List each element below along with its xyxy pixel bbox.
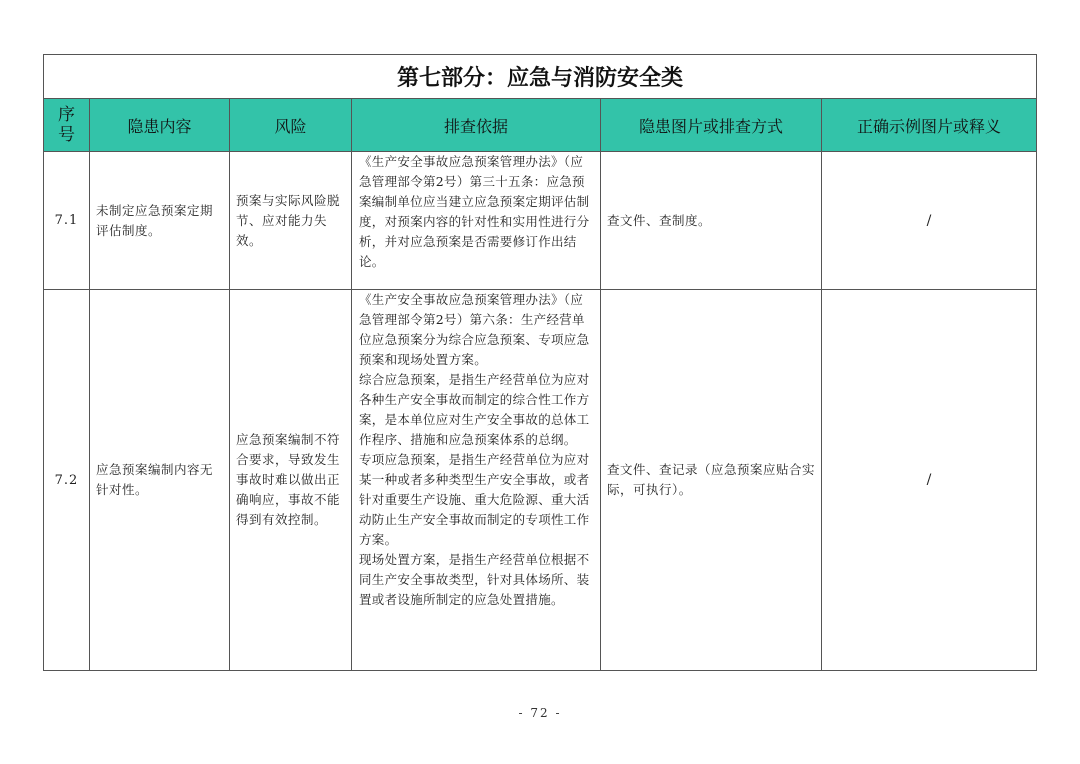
row-seq: 7.2	[44, 290, 90, 671]
header-risk: 风险	[230, 99, 352, 152]
row-risk: 应急预案编制不符合要求，导致发生事故时难以做出正确响应，事故不能得到有效控制。	[230, 290, 352, 671]
header-seq	[44, 99, 90, 152]
header-row	[44, 99, 1037, 152]
row-hazard: 应急预案编制内容无针对性。	[90, 290, 230, 671]
row-example: /	[822, 290, 1037, 671]
row-risk: 预案与实际风险脱节、应对能力失效。	[230, 152, 352, 290]
header-seq-label: 序号	[58, 105, 75, 145]
page-number: - 72 -	[518, 706, 562, 720]
hazard-table	[43, 54, 1037, 671]
section-title: 第七部分：应急与消防安全类	[44, 55, 1037, 99]
row-hazard: 未制定应急预案定期评估制度。	[90, 152, 230, 290]
table-row	[44, 290, 1037, 671]
basis-paragraph: 《生产安全事故应急预案管理办法》（应急管理部令第2号）第三十五条：应急预案编制单位应当建立应急预案定期评估制度，对预案内容的针对性和实用性进行分析，并对应急预案是否需要修订作出结论。	[359, 154, 590, 269]
row-basis	[352, 152, 601, 290]
row-method: 查文件、查记录（应急预案应贴合实际，可执行）。	[601, 290, 822, 671]
header-basis: 排查依据	[352, 99, 601, 152]
basis-paragraph: 现场处置方案，是指生产经营单位根据不同生产安全事故类型，针对具体场所、装置或者设施所制定的应急处置措施。	[359, 552, 590, 607]
row-example: /	[822, 152, 1037, 290]
row-method: 查文件、查制度。	[601, 152, 822, 290]
row-seq: 7.1	[44, 152, 90, 290]
header-method: 隐患图片或排查方式	[601, 99, 822, 152]
header-example: 正确示例图片或释义	[822, 99, 1037, 152]
basis-paragraph: 《生产安全事故应急预案管理办法》（应急管理部令第2号）第六条：生产经营单位应急预案分为综合应急预案、专项应急预案和现场处置方案。	[359, 292, 590, 367]
header-hazard: 隐患内容	[90, 99, 230, 152]
table-row	[44, 152, 1037, 290]
row-basis	[352, 290, 601, 671]
basis-paragraph: 综合应急预案，是指生产经营单位为应对各种生产安全事故而制定的综合性工作方案，是本单位应对生产安全事故的总体工作程序、措施和应急预案体系的总纲。	[359, 372, 590, 447]
basis-paragraph: 专项应急预案，是指生产经营单位为应对某一种或者多种类型生产安全事故，或者针对重要生产设施、重大危险源、重大活动防止生产安全事故而制定的专项性工作方案。	[359, 452, 590, 547]
